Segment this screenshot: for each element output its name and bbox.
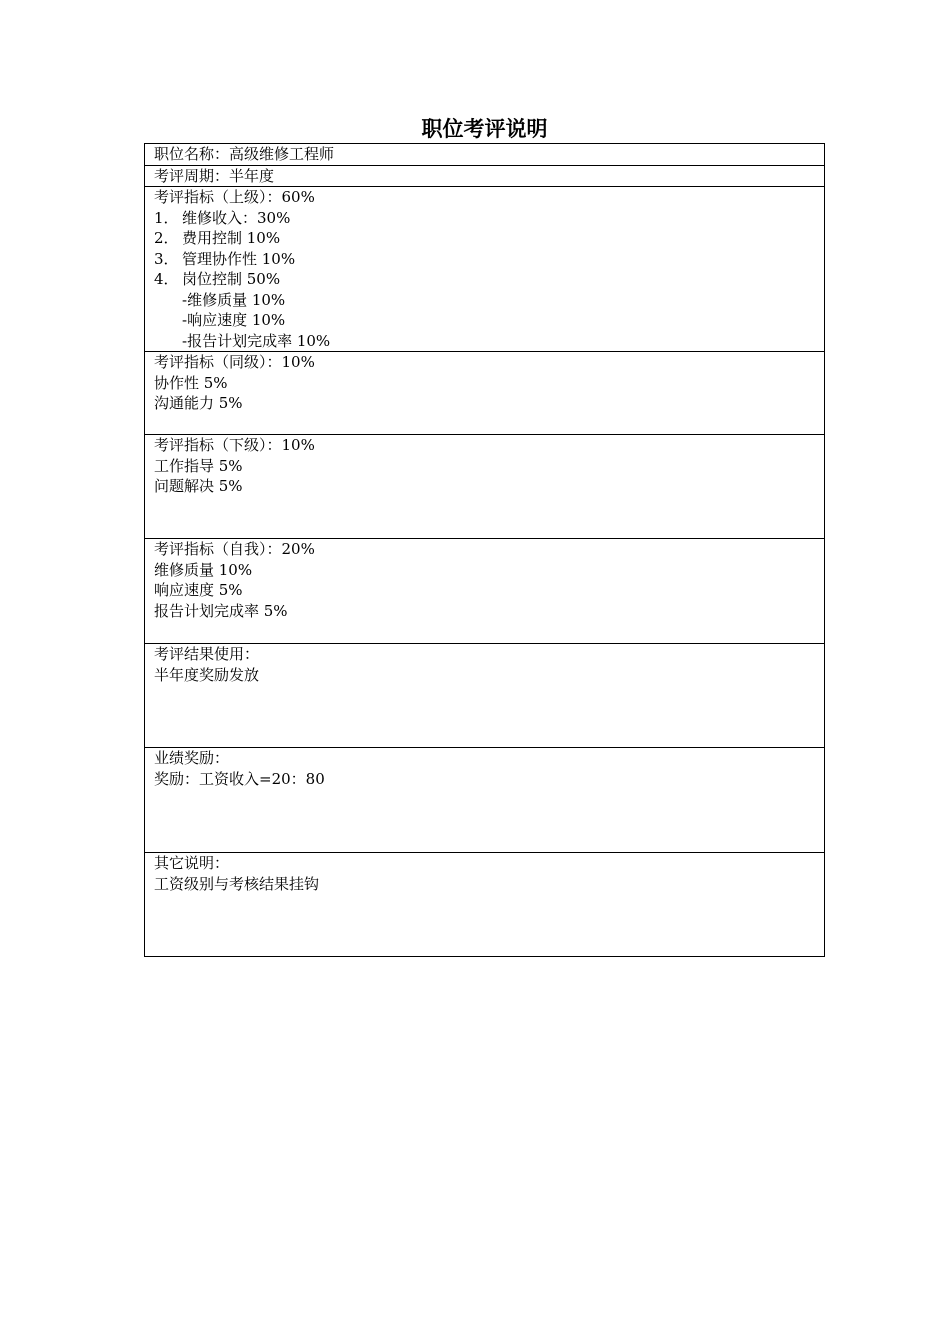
item-label: 维修收入：30% xyxy=(182,208,291,227)
position-name: 职位名称：高级维修工程师 xyxy=(154,145,335,163)
self-line: 维修质量 10% xyxy=(154,560,253,579)
self-line: 报告计划完成率 5% xyxy=(154,601,288,620)
superior-subitem: -维修质量 10% xyxy=(182,290,286,309)
item-number: 3． xyxy=(154,249,179,268)
self-line: 响应速度 5% xyxy=(154,581,243,599)
item-number: 1． xyxy=(154,208,179,227)
performance-reward-heading: 业绩奖励： xyxy=(154,749,230,767)
other-notes-heading: 其它说明： xyxy=(154,854,230,872)
self-cell xyxy=(145,539,825,644)
other-notes-line: 工资级别与考核结果挂钩 xyxy=(154,874,320,893)
subordinate-cell xyxy=(145,435,825,539)
other-notes-row xyxy=(145,853,825,957)
result-usage-heading: 考评结果使用： xyxy=(154,645,260,663)
result-usage-cell xyxy=(145,644,825,748)
performance-reward-cell xyxy=(145,748,825,853)
subordinate-line: 工作指导 5% xyxy=(154,456,243,475)
superior-cell xyxy=(145,187,825,352)
evaluation-form-table xyxy=(144,143,825,957)
item-label: 费用控制 10% xyxy=(182,229,281,247)
superior-heading: 考评指标（上级）：60% xyxy=(154,188,315,206)
superior-subitem: -响应速度 10% xyxy=(182,311,286,329)
performance-reward-row xyxy=(145,748,825,853)
result-usage-row xyxy=(145,644,825,748)
performance-reward-line: 奖励：工资收入=20：80 xyxy=(154,769,325,788)
document-title: 职位考评说明 xyxy=(421,116,548,141)
superior-item xyxy=(154,208,815,229)
superior-item xyxy=(154,228,815,249)
period-row xyxy=(145,165,825,187)
superior-subitem: -报告计划完成率 10% xyxy=(182,331,331,350)
evaluation-period: 考评周期：半年度 xyxy=(154,166,275,185)
peer-line: 协作性 5% xyxy=(154,373,228,392)
peer-heading: 考评指标（同级）：10% xyxy=(154,353,315,371)
item-number: 4． xyxy=(154,270,179,288)
peer-cell xyxy=(145,352,825,435)
position-cell xyxy=(145,144,825,166)
peer-line: 沟通能力 5% xyxy=(154,394,243,412)
self-row xyxy=(145,539,825,644)
item-label: 管理协作性 10% xyxy=(182,249,296,268)
item-number: 2． xyxy=(154,229,179,247)
item-label: 岗位控制 50% xyxy=(182,270,281,288)
period-cell xyxy=(145,165,825,187)
self-heading: 考评指标（自我）：20% xyxy=(154,540,315,558)
other-notes-cell xyxy=(145,853,825,957)
superior-item xyxy=(154,269,815,290)
superior-item xyxy=(154,249,815,270)
position-row xyxy=(145,144,825,166)
subordinate-row xyxy=(145,435,825,539)
superior-row xyxy=(145,187,825,352)
subordinate-line: 问题解决 5% xyxy=(154,477,243,495)
subordinate-heading: 考评指标（下级）：10% xyxy=(154,436,315,454)
peer-row xyxy=(145,352,825,435)
result-usage-line: 半年度奖励发放 xyxy=(154,665,260,684)
